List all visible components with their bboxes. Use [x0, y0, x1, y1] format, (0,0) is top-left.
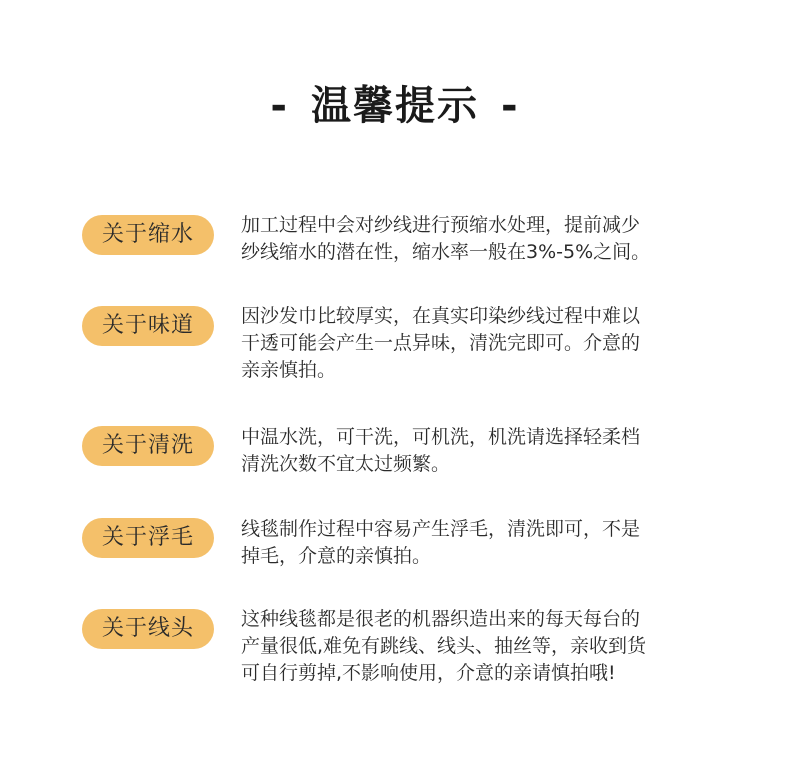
tip-badge-shrinkage: 关于缩水 — [82, 215, 214, 255]
tip-description-washing: 中温水洗，可干洗，可机洗，机洗请选择轻柔档 清洗次数不宜太过频繁。 — [241, 426, 641, 475]
tip-badge-odor: 关于味道 — [82, 306, 214, 346]
tip-description-odor: 因沙发巾比较厚实，在真实印染纱线过程中难以 干透可能会产生一点异味，清洗完即可。介意的 亲亲慎拍。 — [241, 305, 641, 381]
tip-description-loose-threads: 这种线毯都是很老的机器织造出来的每天每台的 产量很低,难免有跳线、线头、抽丝等，亲收到货 可自行剪掉,不影响使用，介意的亲请慎拍哦! — [241, 608, 647, 684]
tip-badge-washing: 关于清洗 — [82, 426, 214, 466]
tip-description-fuzz: 线毯制作过程中容易产生浮毛，清洗即可，不是 掉毛，介意的亲慎拍。 — [241, 518, 641, 567]
tip-badge-fuzz: 关于浮毛 — [82, 518, 214, 558]
page-title — [0, 78, 790, 134]
tip-badge-loose-threads: 关于线头 — [82, 609, 214, 649]
title-text: 温馨提示 — [311, 83, 479, 129]
tip-description-shrinkage: 加工过程中会对纱线进行预缩水处理，提前减少 纱线缩水的潜在性，缩水率一般在3%-5%之间。 — [241, 214, 651, 263]
title-dash-right: - — [501, 83, 520, 129]
title-dash-left: - — [270, 83, 289, 129]
